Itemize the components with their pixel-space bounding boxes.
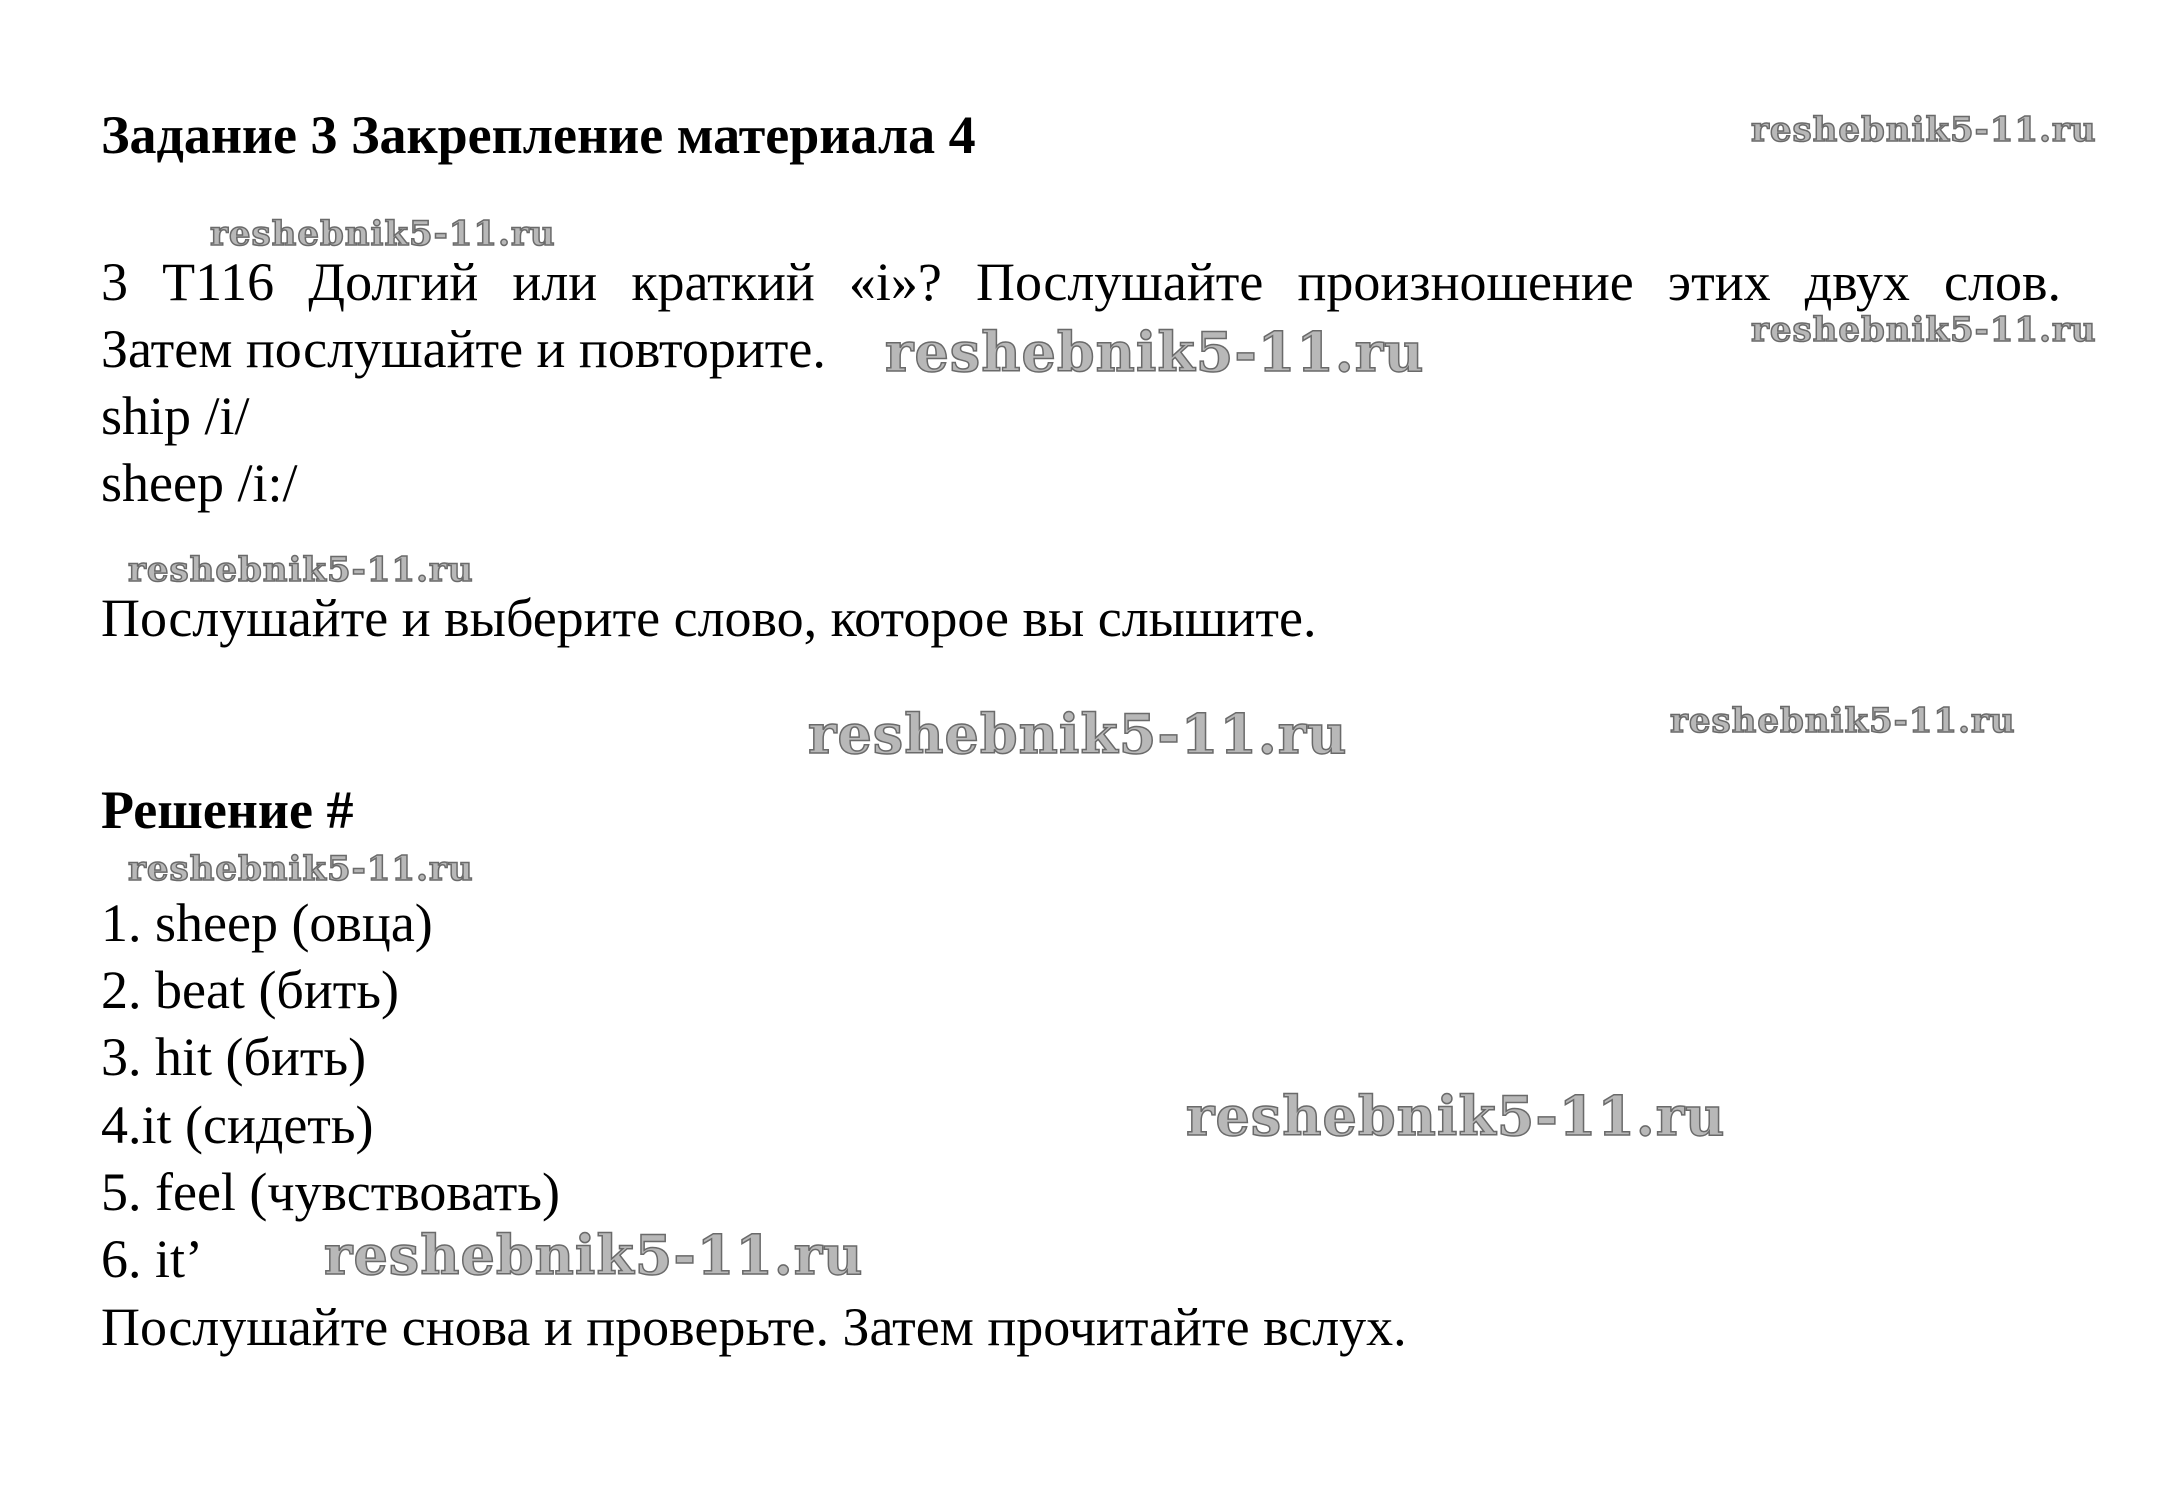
instruction-word: «i»?: [848, 252, 942, 312]
instruction-word: этих: [1667, 252, 1771, 312]
watermark: reshebnik5-11.ru: [128, 849, 474, 889]
task-title: Задание 3 Закрепление материала 4: [101, 105, 976, 165]
instruction-word: двух: [1804, 252, 1910, 312]
instruction-word: слов.: [1944, 252, 2061, 312]
instruction-word: Послушайте: [976, 252, 1264, 312]
watermark: reshebnik5-11.ru: [808, 702, 1348, 766]
instruction-word: 3: [101, 252, 128, 312]
watermark: reshebnik5-11.ru: [1751, 110, 2097, 150]
instruction-word: краткий: [631, 252, 815, 312]
answer-item: 6. it’: [101, 1229, 203, 1289]
answer-item: 1. sheep (овца): [101, 893, 433, 953]
instruction-line-1: [101, 250, 2061, 314]
answer-item: 4.it (сидеть): [101, 1095, 374, 1155]
watermark: reshebnik5-11.ru: [324, 1223, 864, 1287]
answer-item: 5. feel (чувствовать): [101, 1162, 560, 1222]
watermark: reshebnik5-11.ru: [1751, 310, 2097, 350]
word-sheep: sheep /i:/: [101, 453, 298, 513]
watermark: reshebnik5-11.ru: [1670, 701, 2016, 741]
answer-item: 3. hit (бить): [101, 1027, 367, 1087]
instruction-word: или: [512, 252, 598, 312]
listen-choose-instruction: Послушайте и выберите слово, которое вы слышите.: [101, 588, 1317, 648]
watermark: reshebnik5-11.ru: [885, 320, 1425, 384]
instruction-word: произношение: [1297, 252, 1634, 312]
word-ship: ship /i/: [101, 386, 250, 446]
answer-item: 2. beat (бить): [101, 960, 400, 1020]
watermark: reshebnik5-11.ru: [128, 550, 474, 590]
instruction-word: T116: [162, 252, 275, 312]
instruction-line-2: Затем послушайте и повторите.: [101, 319, 826, 379]
closing-instruction: Послушайте снова и проверьте. Затем прочитайте вслух.: [101, 1297, 1407, 1357]
solution-heading: Решение #: [101, 780, 354, 840]
watermark: reshebnik5-11.ru: [1186, 1084, 1726, 1148]
watermark: reshebnik5-11.ru: [210, 214, 556, 254]
instruction-word: Долгий: [308, 252, 479, 312]
